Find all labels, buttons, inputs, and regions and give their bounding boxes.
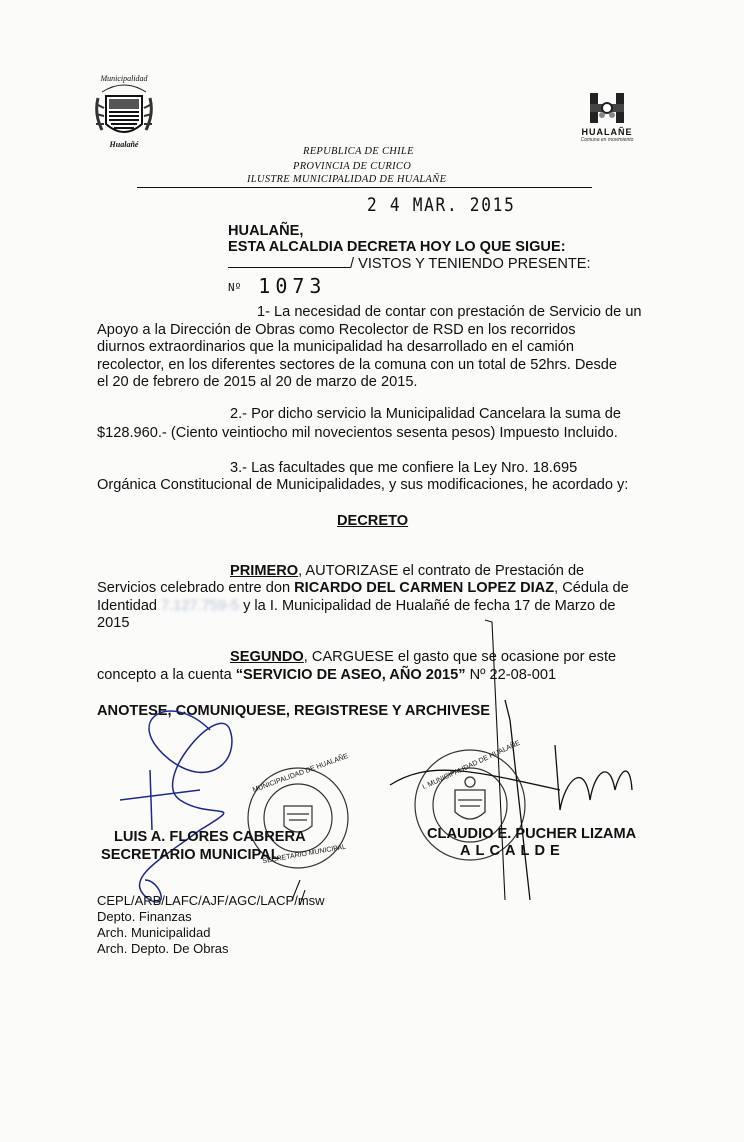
secretary-title: SECRETARIO MUNICIPAL: [101, 847, 280, 863]
considerando-2-line-2: $128.960.- (Ciento veintiocho mil novecientos sesenta pesos) Impuesto Incluido.: [97, 425, 618, 441]
considerando-2-line-1: 2.- Por dicho servicio la Municipalidad Cancelara la suma de: [230, 406, 621, 422]
considerando-3-line-2: Orgánica Constitucional de Municipalidades, y sus modificaciones, he acordado y:: [97, 477, 629, 493]
distribution-finance: Depto. Finanzas: [97, 909, 192, 924]
distribution-archive-works: Arch. Depto. De Obras: [97, 941, 229, 956]
decree-intro: ESTA ALCALDIA DECRETA HOY LO QUE SIGUE:: [228, 239, 566, 255]
mayor-name: CLAUDIO E. PUCHER LIZAMA: [427, 826, 637, 842]
considerando-1-line-2: Apoyo a la Dirección de Obras como Recolector de RSD en los recorridos: [97, 322, 576, 338]
decree-number: 1073: [258, 274, 327, 298]
segundo-line-1-text: , CARGUESE el gasto que se ocasione por este: [303, 649, 617, 665]
left-stamp-bottom-text: SECRETARIO MUNICIPAL: [262, 843, 347, 866]
primero-line-2-b: , Cédula de: [554, 580, 629, 596]
brand-name: HUALAÑE: [581, 127, 633, 137]
mayor-title: ALCALDE: [460, 843, 565, 859]
primero-label: PRIMERO: [230, 563, 299, 579]
right-stamp-top-text: I. MUNICIPALIDAD DE HUALAÑE: [421, 739, 522, 792]
contractor-name: RICARDO DEL CARMEN LOPEZ DIAZ: [294, 580, 555, 596]
date-stamp: 2 4 MAR. 2015: [367, 194, 516, 216]
primero-line-2-a: Servicios celebrado entre don: [97, 580, 295, 596]
crest-top-text: Municipalidad: [100, 74, 148, 83]
considerando-1-line-4: recolector, en los diferentes sectores de la comuna con un total de 52hrs. Desde: [97, 357, 618, 373]
secretary-name: LUIS A. FLORES CABRERA: [114, 829, 306, 845]
brand-tagline: Comuna en movimiento: [580, 137, 634, 143]
considerando-1-line-3: diurnos extraordinarios que la municipalidad ha desarrollado en el camión: [97, 339, 575, 355]
place: HUALAÑE,: [228, 223, 304, 239]
crest-bottom-text: Hualañé: [109, 140, 139, 149]
right-stamp-emblem-icon: [455, 777, 485, 819]
decreto-title: DECRETO: [337, 513, 409, 529]
primero-line-3-b: y la I. Municipalidad de Hualañé de fecha 17 de Marzo de: [239, 598, 616, 614]
header-line-province: PROVINCIA DE CURICO: [293, 161, 412, 172]
segundo-line-2-a: concepto a la cuenta: [97, 667, 236, 683]
closing-line: ANOTESE, COMUNIQUESE, REGISTRESE Y ARCHIVESE: [97, 703, 491, 719]
considerando-1-line-5: el 20 de febrero de 2015 al 20 de marzo de 2015.: [97, 374, 418, 390]
secretary-signature: [120, 711, 232, 902]
left-stamp-top-text: MUNICIPALIDAD DE HUALAÑE: [251, 752, 350, 795]
segundo-label: SEGUNDO: [230, 649, 304, 665]
primero-line-3-a: Identidad: [97, 598, 162, 614]
segundo-line-2-b: Nº 22-08-001: [465, 667, 557, 683]
redacted-id-number: 7.127.759-5: [161, 598, 240, 614]
header-line-municipality: ILUSTRE MUNICIPALIDAD DE HUALAÑE: [247, 174, 447, 185]
primero-line-1-text: , AUTORIZASE el contrato de Prestación de: [298, 563, 585, 579]
considerando-1-line-1: 1- La necesidad de contar con prestación de Servicio de un: [257, 304, 642, 320]
primero-line-4: 2015: [97, 615, 130, 631]
considerando-3-line-1: 3.- Las facultades que me confiere la Ley Nro. 18.695: [230, 460, 578, 476]
vistos-text: / VISTOS Y TENIENDO PRESENTE:: [350, 256, 591, 272]
mayor-signature: [390, 700, 632, 900]
distribution-initials: CEPL/ARB/LAFC/AJF/AGC/LACP/msw: [97, 893, 325, 908]
decree-number-prefix: Nº: [228, 281, 242, 294]
distribution-archive-municipality: Arch. Municipalidad: [97, 925, 211, 940]
budget-account: “SERVICIO DE ASEO, AÑO 2015”: [235, 667, 466, 683]
header-line-republic: REPUBLICA DE CHILE: [303, 146, 414, 157]
